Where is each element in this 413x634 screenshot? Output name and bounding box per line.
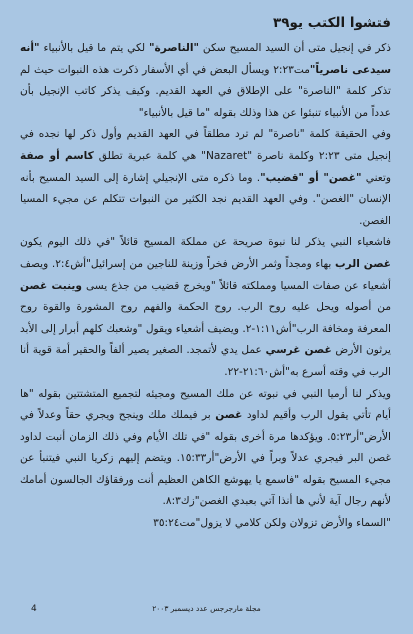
text-run: فاشعياء النبي يذكر لنا نبوة صريحة عن مملكة المسيح قائلاً "في ذلك اليوم يكون — [20, 236, 391, 249]
paragraph — [20, 124, 391, 232]
text-run: بهاء ومجداً وثمر الأرض فخراً وزينة للناجين من إسرائيل"أش٢:٤. ويصف أشعياء عن صفات المسيا ومملكته قائلاً "ويخرج قضيب من جذع يسى — [20, 257, 391, 292]
paragraph — [20, 384, 391, 514]
text-run: ذكر في إنجيل متى أن السيد المسيح سكن — [199, 42, 392, 54]
text-run: عمل يدي لأتمجد. الصغير يصير ألفاً والحقير أمة قوية أنا الرب في وقته أسرع به"أش٢١:٦٠-٢٢. — [20, 344, 391, 378]
emphasis-text: "الناصرة" — [149, 42, 200, 54]
emphasis-text: غصن — [215, 409, 243, 422]
page-title: فتشوا الكتب يو٣٩ — [273, 15, 391, 31]
text-run: "السماء والأرض تزولان ولكن كلامي لا يزول"مت٣٥:٢٤ — [153, 517, 391, 530]
text-run: بر فيملك ملك وينجح ويجري حقاً وعدلاً في الأرض"أر٥:٢٣. ويؤكدها مرة أخرى بقوله "في تلك الأيام وفي ذلك الزمان أنبت لداود غصن البر فيجري عدلاً وبراً في الأرض"أر١٥:٣٣. ويتضم إليهم زكريا النبي فيتنبأ عن مجيء المسيح بقوله "فاسمع يا يهوشع الكاهن العظيم أنت ورفقاؤك الجالسون أمامك لأنهم رجال آية لأني ها أنذا آتي بعبدي الغصن"زك٨:٣. — [20, 409, 391, 508]
text-run: وفي الحقيقة كلمة "ناصرة" لم ترد مطلقاً في العهد القديم وأول ذكر لها نجده في إنجيل متى ٢:٢٣ وكلمة ناصرة "Nazaret" هي كلمة عبرية تطلق — [20, 128, 391, 162]
emphasis-text: غصن الرب — [335, 257, 392, 270]
text-run: . وما ذكره متى الإنجيلي إشارة إلى السيد المسيح بأنه الإنسان "الغصن". وفي العهد القديم نجد الكثير من النبوات تتكلم عن مجيء المسيا الغصن. — [20, 171, 391, 227]
text-run: وتعني — [361, 171, 391, 184]
emphasis-text: كاسم أو صفة — [20, 149, 94, 162]
text-run: مت٢:٢٣ ويسأل البعض في أي الأسفار ذكرت هذه النبوات حيث لم تذكر كلمة "الناصرة" على الإطلاق في العهد القديم. وكيف يذكر كاتب الإنجيل بأن عدداً من الأنبياء تنبئوا عن هذا وذلك بقوله "ما قيل بالأنبياء" — [20, 63, 391, 119]
emphasis-text: غصن غرسي — [265, 344, 332, 357]
body-text — [20, 38, 391, 535]
text-run: من أصوله ويحل عليه روح الرب. روح الحكمة والفهم روح المشورة والقوة روح المعرفة ومخافة الرب"أش١:١١-٢. ويضيف أشعياء ويقول "وشعبك كلهم أبرار إلى الأبد يرثون الأرض — [20, 301, 392, 357]
page-number: 4 — [31, 604, 37, 614]
emphasis-text: "أنه سيدعى ناصرياً" — [20, 42, 391, 76]
paragraph — [20, 513, 391, 535]
paragraph — [20, 38, 391, 124]
text-run: لكي يتم ما قيل بالأنبياء — [39, 42, 149, 54]
emphasis-text: وينبت غصن — [20, 279, 82, 292]
text-run: ويذكر لنا أرميا النبي في نبوته عن ملك المسيح ومجيئه لتجميع المتشتتين بقوله "ها أيام تأتي يقول الرب وأقيم لداود — [20, 387, 391, 422]
page-footer — [0, 601, 413, 617]
journal-name: مجلة مارجرجس عدد ديسمبر ٢٠٠٣ — [152, 604, 261, 613]
paragraph — [20, 232, 391, 383]
emphasis-text: "غصن" أو "قضيب" — [260, 171, 362, 184]
